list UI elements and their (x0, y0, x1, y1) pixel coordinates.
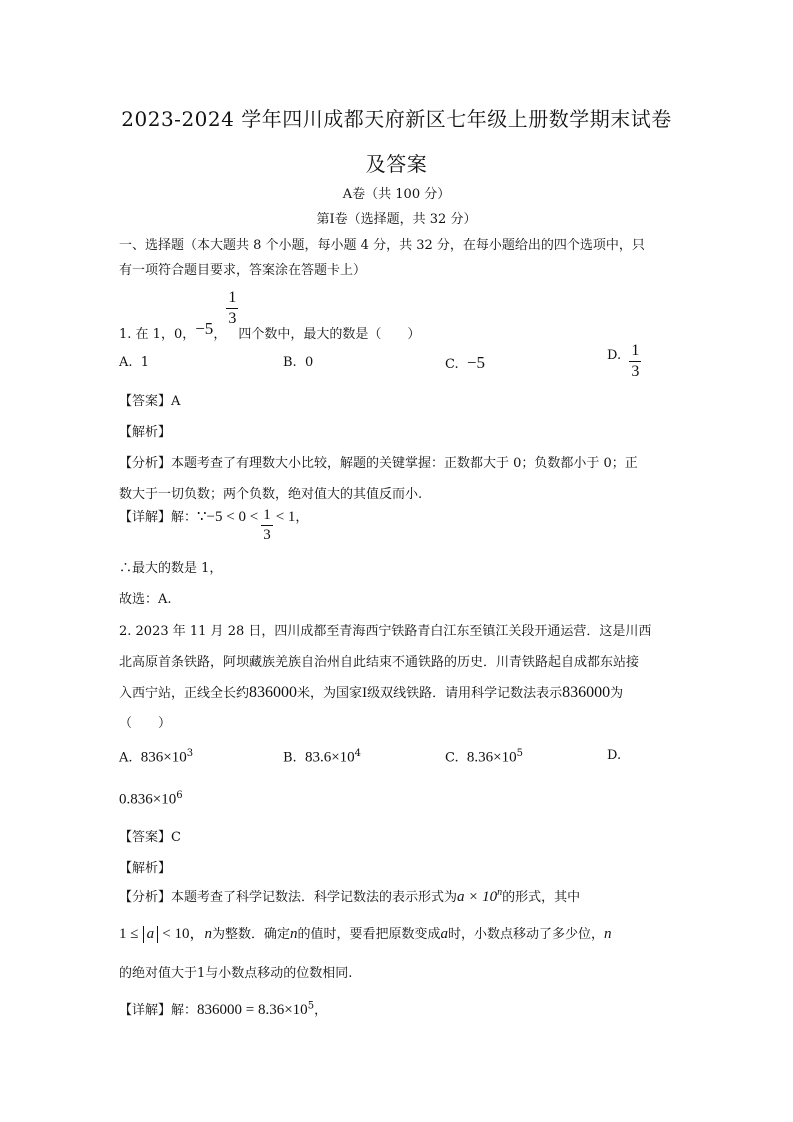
q1-prefix: 1. 在 1，0， (119, 327, 196, 342)
q2-detail (119, 999, 327, 1019)
question-1-stem (119, 289, 421, 342)
q1-detail-comma: ， (295, 510, 309, 525)
q2-stem-line2: 北高原首条铁路，阿坝藏族羌族自治州自此结束不通铁路的历史．川青铁路起自成都东站接 (119, 655, 640, 670)
q1-frac-num: 1 (226, 290, 238, 309)
q1-comma: ， (213, 327, 227, 342)
instructions-line1: 一、选择题（本大题共 8 个小题，每小题 4 分，共 32 分，在每小题给出的四个选项中，只 (119, 238, 645, 253)
q2-cond-right: < 10， (162, 926, 205, 942)
q1-conclusion: ∴最大的数是 1， (119, 561, 223, 576)
q1-detail-fraction (261, 508, 273, 543)
instructions-line2: 有一项符合题目要求，答案涂在答题卡上） (119, 263, 367, 278)
q1-option-d-den: 3 (631, 363, 640, 380)
q1-jiexi: 【解析】 (119, 425, 172, 440)
q2-option-c-base: 8.36×10 (466, 749, 517, 766)
q1-detail-num: 1 (261, 508, 273, 526)
q2-cond-abs (143, 926, 159, 943)
q2-option-b-exp: 4 (354, 748, 362, 759)
q1-fraction (226, 290, 238, 327)
q1-detail-expr-left: ∵−5 < 0 < (197, 509, 259, 525)
q2-cond-text2: 的值时，要看把原数变成 (297, 927, 441, 942)
q2-option-a-exp: 3 (186, 748, 194, 759)
q2-detail-exp: 5 (307, 1000, 315, 1012)
q1-suffix: 四个数中，最大的数是（ ） (238, 327, 421, 342)
q2-cond-left: 1 ≤ (119, 926, 139, 942)
q1-answer: 【答案】A (119, 394, 181, 409)
q1-option-a-label: A. (119, 355, 133, 370)
q2-cond-n2: n (290, 926, 298, 942)
q2-analysis-expr-base: a × 10 (457, 889, 498, 905)
q2-option-a-label: A. (119, 750, 133, 766)
q2-option-d (119, 790, 183, 808)
q2-analysis-line2 (119, 922, 612, 943)
q2-cond-n3: n (604, 926, 612, 942)
q2-stem-line3-b: 米，为国家Ⅰ级双线铁路．请用科学记数法表示 (297, 686, 563, 701)
q2-option-b (283, 748, 361, 766)
q2-option-b-label: B. (283, 750, 297, 766)
q2-analysis-line1 (119, 886, 580, 906)
q2-stem-line1: 2. 2023 年 11 月 28 日，四川成都至青海西宁铁路青白江东至镇江关段开通运营．这是川西 (119, 624, 652, 639)
document-title-line2: 及答案 (365, 152, 428, 176)
q1-detail (119, 508, 308, 543)
q2-cond-var: a (146, 926, 155, 942)
section-a-heading: A卷（共 100 分） (342, 187, 451, 202)
q2-option-c-label: C. (445, 750, 459, 766)
q2-option-d-exp: 6 (176, 790, 183, 801)
q2-option-d-label: D. (607, 748, 622, 763)
q1-choice: 故选：A. (119, 592, 172, 607)
q2-cond-text3: 时，小数点移动了多少位， (448, 927, 605, 942)
document-title-line1: 2023-2024 学年四川成都天府新区七年级上册数学期末试卷 (121, 107, 672, 131)
q1-option-b (283, 355, 313, 370)
q2-stem-line3-a: 入西宁站，正线全长约 (119, 686, 250, 701)
q1-option-b-value: 0 (304, 355, 314, 370)
q2-stem-line3-c: 为 (610, 686, 624, 701)
q2-option-c-exp: 5 (516, 748, 523, 759)
q2-number-1: 836000 (249, 684, 298, 701)
q1-option-b-label: B. (283, 355, 297, 370)
q1-option-d (607, 343, 641, 380)
q1-option-c-value: −5 (466, 353, 485, 372)
q2-stem-line3 (119, 682, 623, 702)
q2-analysis-expr (457, 889, 502, 905)
q2-option-b-base: 83.6×10 (304, 749, 355, 766)
q2-number-2: 836000 (562, 684, 611, 701)
q2-analysis-line3: 的绝对值大于1与小数点移动的位数相同. (119, 966, 353, 981)
q1-analysis-line1: 【分析】本题考查了有理数大小比较，解题的关键掌握：正数都大于 0；负数都小于 0；正 (119, 456, 638, 471)
q2-option-d-base: 0.836×10 (119, 791, 177, 808)
q2-option-a-base: 836×10 (140, 749, 187, 766)
q2-analysis-b: 的形式，其中 (502, 890, 581, 905)
q2-option-a (119, 748, 193, 766)
q2-cond-a2: a (440, 926, 449, 942)
q1-option-d-fraction (629, 343, 641, 380)
q2-analysis-a: 【分析】本题考查了科学记数法．科学记数法的表示形式为 (119, 890, 458, 905)
q1-neg5: −5 (195, 319, 214, 338)
q1-option-d-label: D. (607, 348, 622, 363)
section-1-heading: 第Ⅰ卷（选择题，共 32 分） (316, 212, 477, 227)
q2-option-c (445, 748, 523, 766)
q1-option-a-value: 1 (140, 355, 150, 370)
q1-option-c (445, 353, 485, 373)
q1-option-d-num: 1 (629, 343, 641, 362)
q1-detail-prefix: 【详解】解： (119, 510, 198, 525)
q1-option-a (119, 355, 149, 370)
q1-option-c-label: C. (445, 357, 459, 372)
q2-stem-line4: （ ） (119, 716, 172, 731)
q2-analysis-expr-exp: n (497, 887, 503, 898)
q2-answer: 【答案】C (119, 830, 181, 845)
q2-detail-expr: 836000 = 8.36×10 (197, 1002, 308, 1018)
q2-detail-comma: ， (314, 1003, 328, 1018)
q1-detail-den: 3 (263, 527, 271, 543)
q2-cond-text: 为整数．确定 (211, 927, 290, 942)
q1-detail-expr-right: < 1 (275, 509, 296, 525)
q2-cond-n: n (204, 926, 212, 942)
q1-frac-den: 3 (228, 310, 237, 327)
q1-analysis-line2: 数大于一切负数；两个负数，绝对值大的其值反而小. (119, 487, 423, 502)
q2-detail-prefix: 【详解】解： (119, 1003, 198, 1018)
q2-jiexi: 【解析】 (119, 861, 172, 876)
